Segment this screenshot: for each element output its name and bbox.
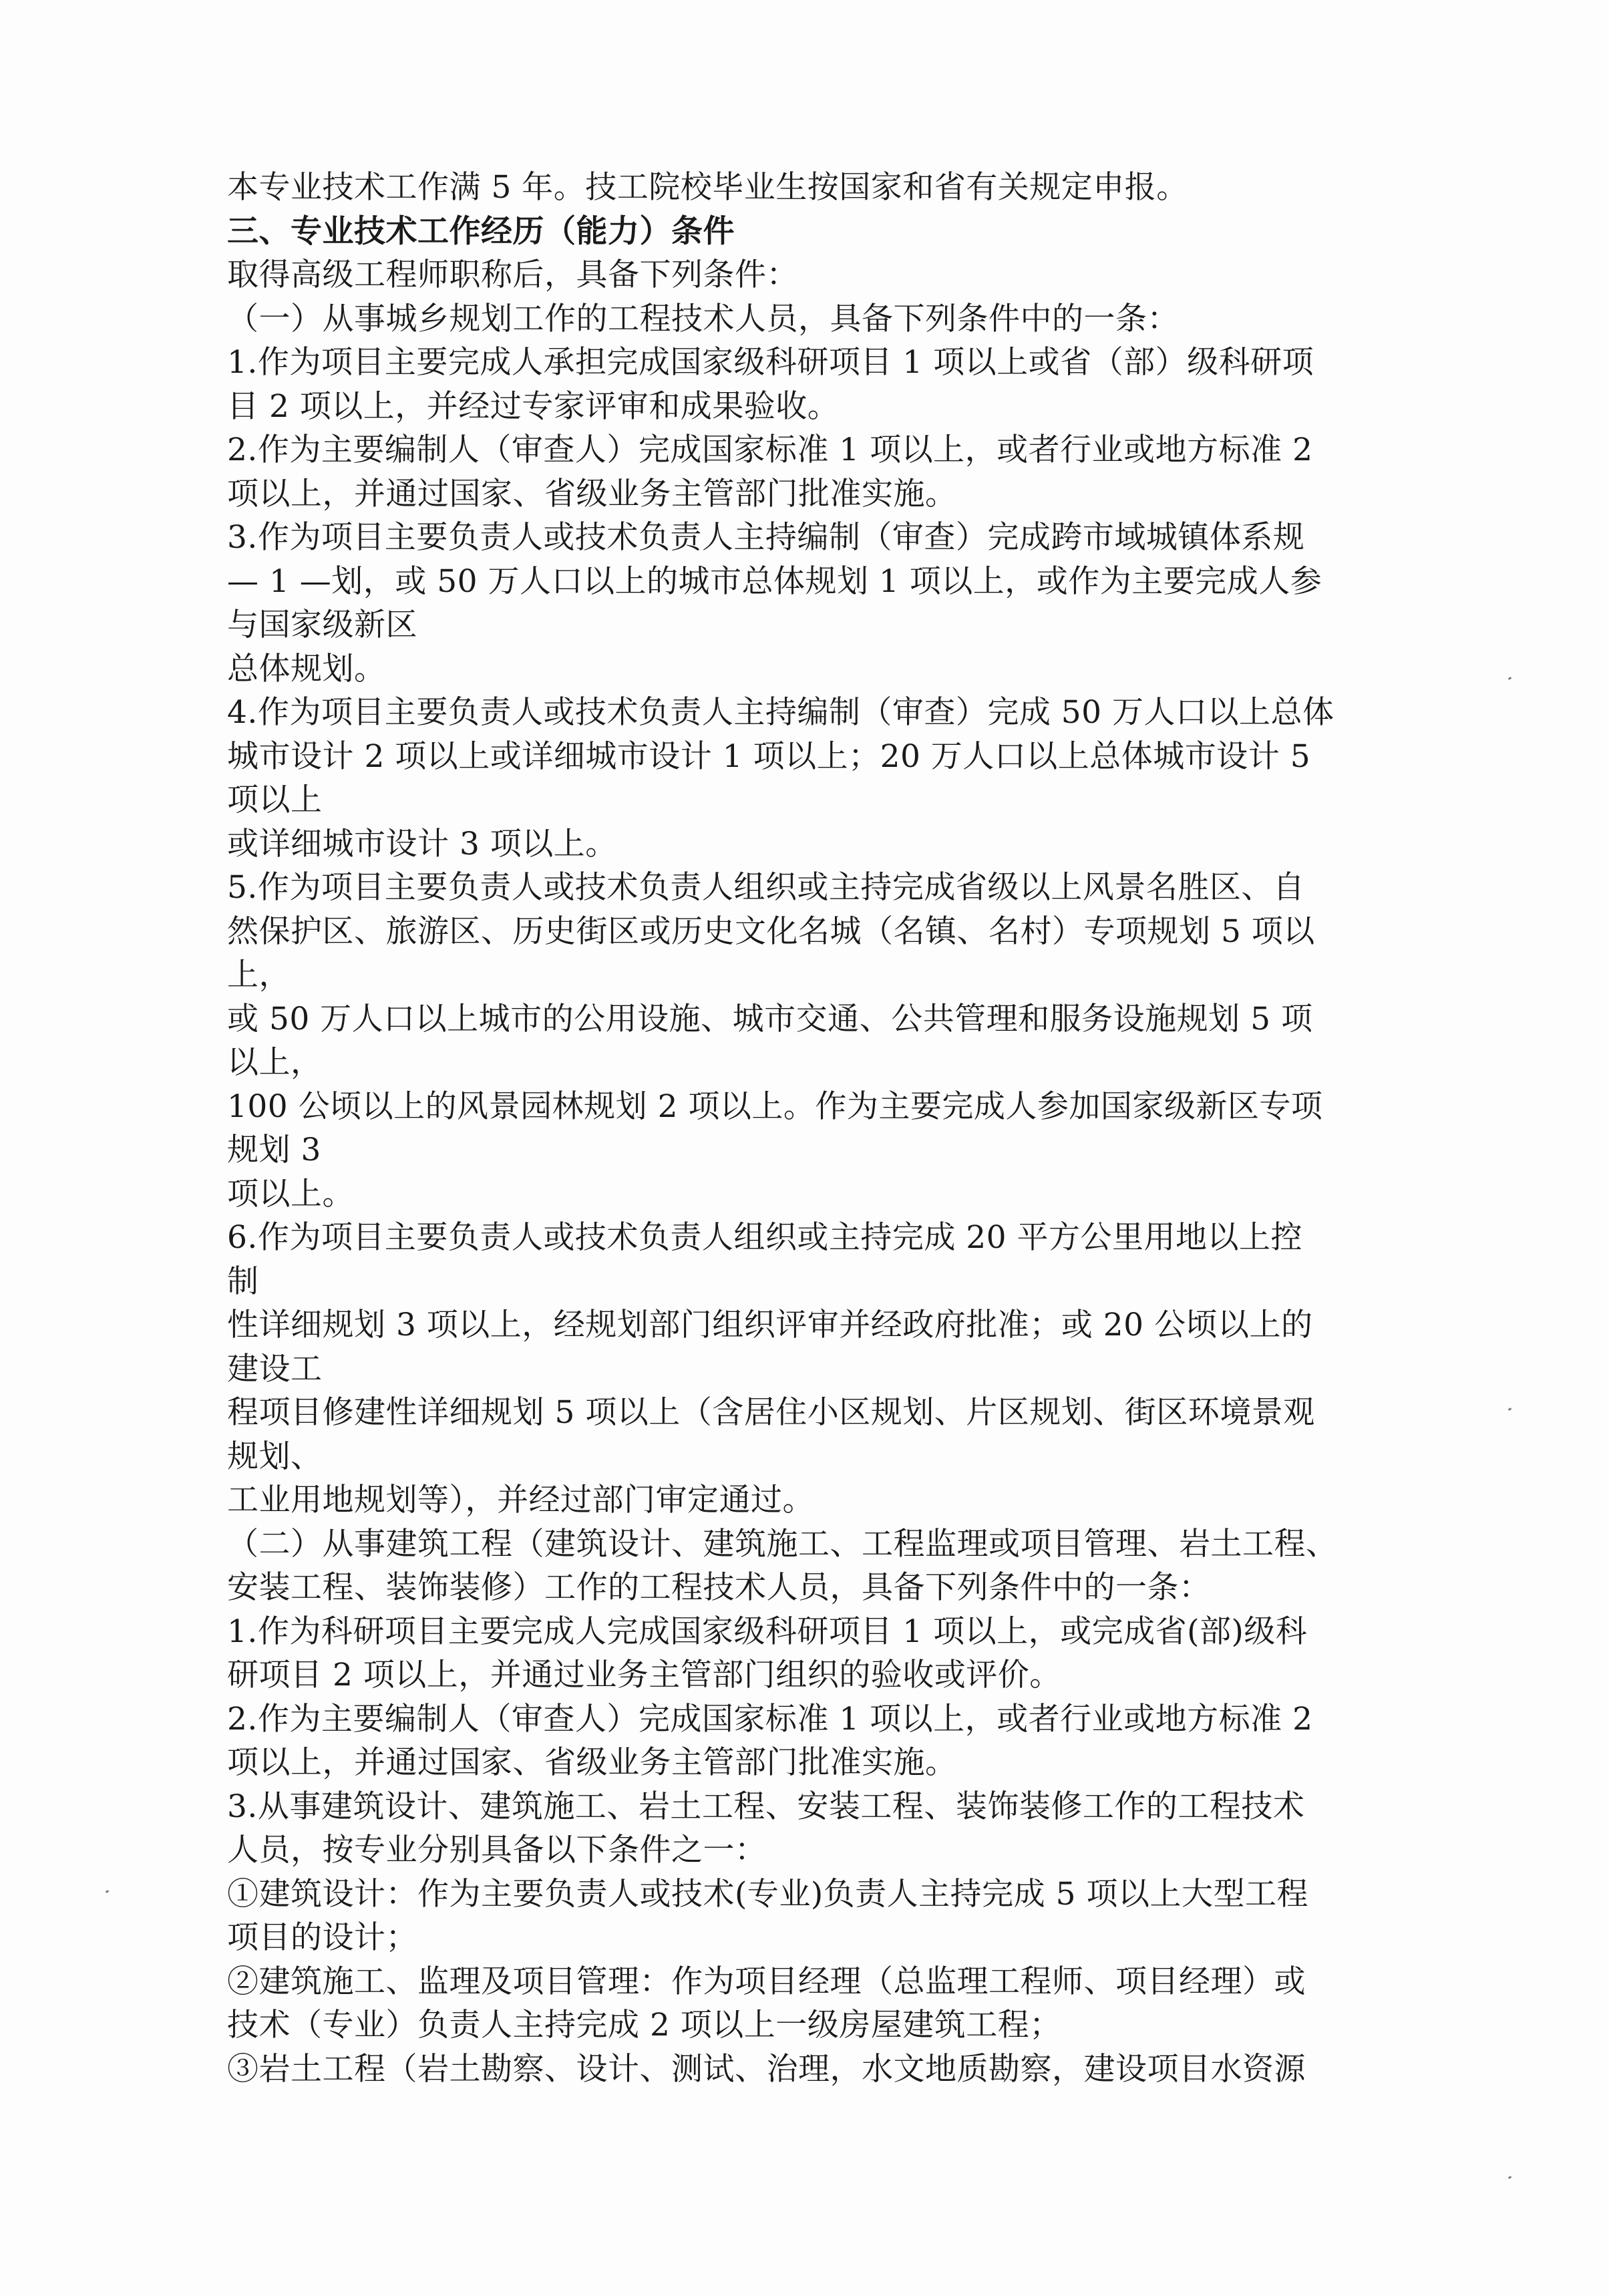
text-line: 100 公顷以上的风景园林规划 2 项以上。作为主要完成人参加国家级新区专项 <box>227 1088 1323 1125</box>
text-line: 本专业技术工作满 5 年。技工院校毕业生按国家和省有关规定申报。 <box>227 169 1188 206</box>
text-line: 规划、 <box>227 1438 323 1475</box>
text-line: 4.作为项目主要负责人或技术负责人主持编制（审查）完成 50 万人口以上总体 <box>227 694 1334 731</box>
text-line: 或 50 万人口以上城市的公用设施、城市交通、公共管理和服务设施规划 5 项 <box>227 1000 1313 1037</box>
text-line: 程项目修建性详细规划 5 项以上（含居住小区规划、片区规划、街区环境景观 <box>227 1394 1315 1431</box>
text-line: 技术（专业）负责人主持完成 2 项以上一级房屋建筑工程； <box>227 2007 1061 2043</box>
text-line: 目 2 项以上，并经过专家评审和成果验收。 <box>227 387 840 425</box>
document-body <box>227 166 1389 2091</box>
text-line: 3.作为项目主要负责人或技术负责人主持编制（审查）完成跨市域城镇体系规 <box>227 519 1305 556</box>
text-line: 制 <box>227 1263 259 1300</box>
text-line: （一）从事城乡规划工作的工程技术人员，具备下列条件中的一条： <box>227 300 1179 337</box>
text-line: 项以上 <box>227 782 323 818</box>
text-line: 3.从事建筑设计、建筑施工、岩土工程、安装工程、装饰装修工作的工程技术 <box>227 1788 1305 1825</box>
scan-speck <box>1508 2176 1512 2179</box>
text-line: 总体规划。 <box>227 650 386 687</box>
text-line: 6.作为项目主要负责人或技术负责人组织或主持完成 20 平方公里用地以上控 <box>227 1219 1303 1256</box>
scan-speck <box>106 1890 110 1893</box>
text-line: 2.作为主要编制人（审查人）完成国家标准 1 项以上，或者行业或地方标准 2 <box>227 432 1313 468</box>
text-line: 人员，按专业分别具备以下条件之一： <box>227 1832 767 1868</box>
text-line: — 1 —划，或 50 万人口以上的城市总体规划 1 项以上，或作为主要完成人参 <box>227 562 1322 600</box>
text-line: 项以上。 <box>227 1175 354 1212</box>
text-line: 上， <box>227 957 291 993</box>
scan-speck <box>1508 677 1512 680</box>
text-line: 以上， <box>227 1044 323 1081</box>
text-line: 1.作为项目主要完成人承担完成国家级科研项目 1 项以上或省（部）级科研项 <box>227 344 1314 381</box>
text-line: 或详细城市设计 3 项以上。 <box>227 825 617 862</box>
text-line: 建设工 <box>227 1350 323 1387</box>
text-line: 研项目 2 项以上，并通过业务主管部门组织的验收或评价。 <box>227 1657 1061 1693</box>
text-line: 1.作为科研项目主要完成人完成国家级科研项目 1 项以上，或完成省(部)级科 <box>227 1613 1308 1650</box>
text-line: 规划 3 <box>227 1132 321 1168</box>
text-line: （二）从事建筑工程（建筑设计、建筑施工、工程监理或项目管理、岩土工程、 <box>227 1525 1338 1563</box>
text-line: 性详细规划 3 项以上，经规划部门组织评审并经政府批准；或 20 公顷以上的 <box>227 1307 1313 1343</box>
text-line: 与国家级新区 <box>227 607 417 643</box>
text-line: 城市设计 2 项以上或详细城市设计 1 项以上；20 万人口以上总体城市设计 5 <box>227 737 1311 775</box>
text-line: 工业用地规划等），并经过部门审定通过。 <box>227 1482 814 1518</box>
scan-speck <box>1508 1408 1512 1411</box>
text-line: 项以上，并通过国家、省级业务主管部门批准实施。 <box>227 475 957 512</box>
text-line: 项目的设计； <box>227 1919 417 1956</box>
text-line: 2.作为主要编制人（审查人）完成国家标准 1 项以上，或者行业或地方标准 2 <box>227 1700 1313 1738</box>
text-line: ③岩土工程（岩土勘察、设计、测试、治理，水文地质勘察，建设项目水资源 <box>227 2050 1306 2088</box>
section-heading: 三、专业技术工作经历（能力）条件 <box>227 212 735 250</box>
text-line: 项以上，并通过国家、省级业务主管部门批准实施。 <box>227 1744 957 1781</box>
text-line: ②建筑施工、监理及项目管理：作为项目经理（总监理工程师、项目经理）或 <box>227 1963 1306 2000</box>
text-line: 然保护区、旅游区、历史街区或历史文化名城（名镇、名村）专项规划 5 项以 <box>227 913 1315 950</box>
text-line: 取得高级工程师职称后，具备下列条件： <box>227 257 798 293</box>
text-line: 安装工程、装饰装修）工作的工程技术人员，具备下列条件中的一条： <box>227 1569 1211 1606</box>
text-line: 5.作为项目主要负责人或技术负责人组织或主持完成省级以上风景名胜区、自 <box>227 869 1305 906</box>
text-line: ①建筑设计：作为主要负责人或技术(专业)负责人主持完成 5 项以上大型工程 <box>227 1875 1308 1913</box>
